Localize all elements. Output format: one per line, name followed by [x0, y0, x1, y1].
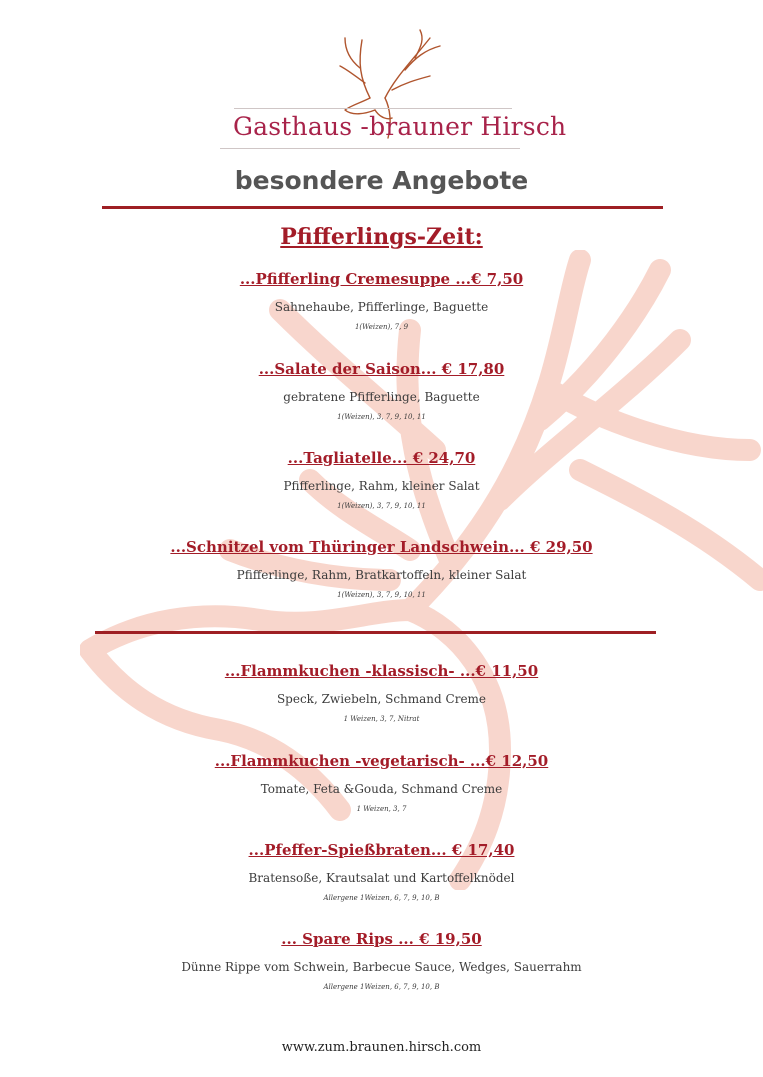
menu-item-description: Pfifferlinge, Rahm, Bratkartoffeln, kleiner Salat: [236, 568, 527, 582]
logo-text: Gasthaus -brauner Hirsch: [233, 112, 567, 141]
menu-item-description: Dünne Rippe vom Schwein, Barbecue Sauce, Wedges, Sauerrahm: [181, 960, 582, 974]
menu-item-allergens: 1 Weizen, 3, 7, Nitrat: [343, 715, 420, 723]
menu-item: [0, 662, 763, 723]
section-title: Pfifferlings-Zeit:: [280, 224, 483, 250]
website-link[interactable]: www.zum.braunen.hirsch.com: [281, 1040, 482, 1055]
menu-item-description: Speck, Zwiebeln, Schmand Creme: [276, 692, 487, 706]
menu-item-allergens: Allergene 1Weizen, 6, 7, 9, 10, B: [323, 983, 440, 991]
page-subtitle: besondere Angebote: [234, 166, 529, 195]
menu-item-description: Bratensoße, Krautsalat und Kartoffelknödel: [248, 871, 515, 885]
menu-item: [0, 841, 763, 902]
menu-item-description: Tomate, Feta &Gouda, Schmand Creme: [260, 782, 503, 796]
menu-item-title: ...Flammkuchen -vegetarisch- ...€ 12,50: [214, 752, 549, 770]
menu-item: [0, 752, 763, 813]
logo-rule: [234, 108, 512, 109]
logo-rule: [220, 148, 520, 149]
menu-item-allergens: 1(Weizen), 3, 7, 9, 10, 11: [337, 502, 426, 510]
divider: [95, 631, 656, 634]
menu-item-description: gebratene Pfifferlinge, Baguette: [283, 390, 480, 404]
menu-item-title: ...Schnitzel vom Thüringer Landschwein... € 29,50: [170, 538, 593, 556]
divider: [102, 206, 663, 209]
menu-item-allergens: 1 Weizen, 3, 7: [356, 805, 407, 813]
menu-item-allergens: Allergene 1Weizen, 6, 7, 9, 10, B: [323, 894, 440, 902]
menu-item: [0, 360, 763, 421]
menu-item: [0, 930, 763, 991]
menu-item-title: ...Pfeffer-Spießbraten... € 17,40: [248, 841, 515, 859]
menu-item-allergens: 1(Weizen), 3, 7, 9, 10, 11: [337, 413, 426, 421]
menu-item-title: ...Flammkuchen -klassisch- ...€ 11,50: [224, 662, 539, 680]
menu-item-allergens: 1(Weizen), 3, 7, 9, 10, 11: [337, 591, 426, 599]
menu-item-description: Sahnehaube, Pfifferlinge, Baguette: [274, 300, 489, 314]
menu-item: [0, 538, 763, 599]
menu-item-title: ...Pfifferling Cremesuppe ...€ 7,50: [239, 270, 524, 288]
menu-item-title: ...Tagliatelle... € 24,70: [287, 449, 476, 467]
menu-item-description: Pfifferlinge, Rahm, kleiner Salat: [283, 479, 480, 493]
menu-item: [0, 270, 763, 331]
menu-item-title: ... Spare Rips ... € 19,50: [281, 930, 482, 948]
menu-item-allergens: 1(Weizen), 7, 9: [354, 323, 409, 331]
menu-item: [0, 449, 763, 510]
menu-item-title: ...Salate der Saison... € 17,80: [258, 360, 505, 378]
stag-logo-icon: [220, 28, 530, 163]
